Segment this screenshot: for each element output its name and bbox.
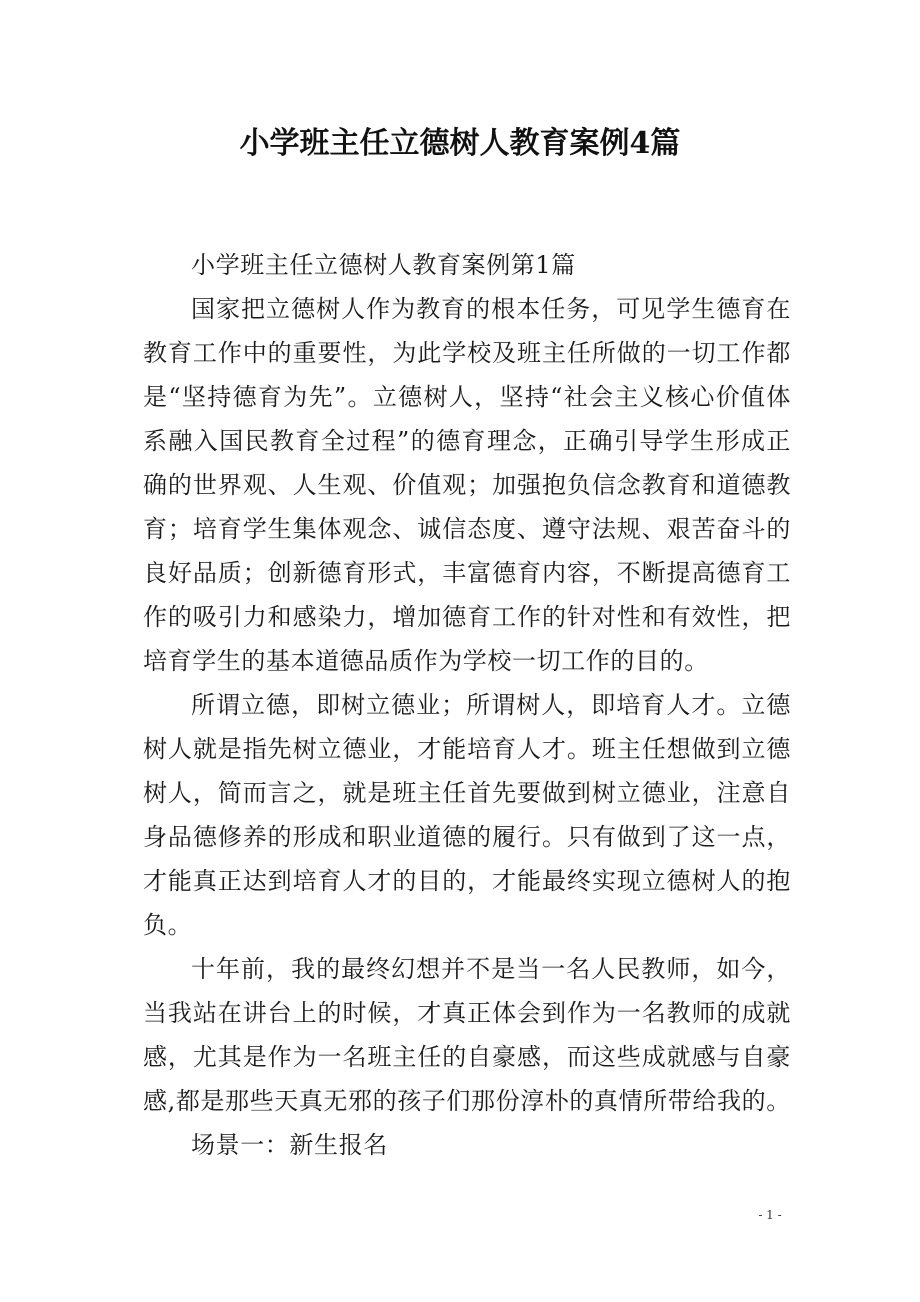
article-subheading: 小学班主任立德树人教育案例第1篇 bbox=[191, 251, 576, 279]
document-body bbox=[143, 243, 791, 1167]
body-paragraph-2: 所谓立德，即树立德业；所谓树人，即培育人才。立德树人就是指先树立德业，才能培育人才。班主任想做到立德树人，简而言之，就是班主任首先要做到树立德业，注意自身品德修养的形成和职业道德的履行。只有做到了这一点，才能真正达到培育人才的目的，才能最终实现立德树人的抱负。 bbox=[143, 691, 791, 939]
document-title: 小学班主任立德树人教育案例4篇 bbox=[239, 126, 681, 161]
body-paragraph-3: 十年前，我的最终幻想并不是当一名人民教师，如今，当我站在讲台上的时候，才真正体会到作为一名教师的成就感，尤其是作为一名班主任的自豪感，而这些成就感与自豪感,都是那些天真无邪的孩子们那份淳朴的真情所带给我的。 bbox=[143, 955, 791, 1115]
body-paragraph-1: 国家把立德树人作为教育的根本任务，可见学生德育在教育工作中的重要性，为此学校及班主任所做的一切工作都是“坚持德育为先”。立德树人，坚持“社会主义核心价值体系融入国民教育全过程”的德育理念，正确引导学生形成正确的世界观、人生观、价值观；加强抱负信念教育和道德教育；培育学生集体观念、诚信态度、遵守法规、艰苦奋斗的良好品质；创新德育形式，丰富德育内容，不断提高德育工作的吸引力和感染力，增加德育工作的针对性和有效性，把培育学生的基本道德品质作为学校一切工作的目的。 bbox=[143, 295, 791, 675]
page-number: - 1 - bbox=[758, 1208, 782, 1222]
scene-heading: 场景一：新生报名 bbox=[191, 1131, 388, 1159]
